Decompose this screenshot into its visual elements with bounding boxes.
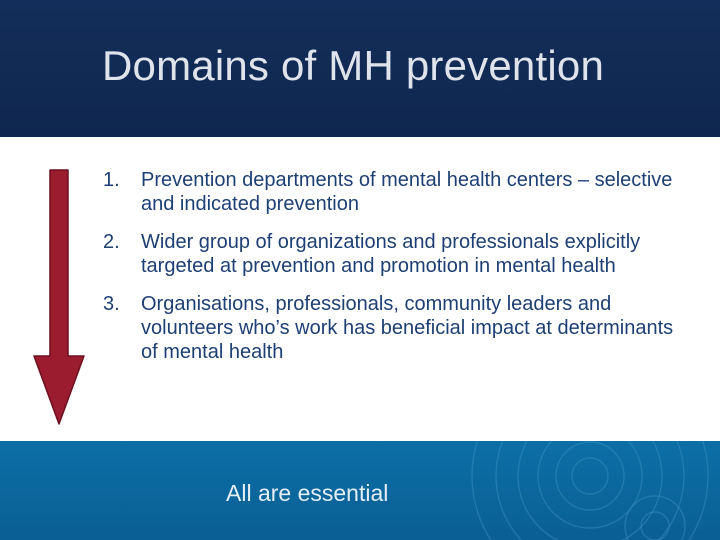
item-number: 1.	[103, 169, 120, 191]
item-text: Organisations, professionals, community leaders and volunteers who’s work has beneficial impact at determinants of mental health	[141, 293, 674, 363]
list-item	[103, 168, 683, 216]
list-item	[103, 230, 683, 278]
item-text: Prevention departments of mental health centers – selective and indicated prevention	[141, 169, 673, 215]
item-text: Wider group of organizations and professionals explicitly targeted at prevention and promotion in mental health	[141, 231, 641, 277]
slide-title: Domains of MH prevention	[102, 42, 605, 89]
points-list	[103, 168, 683, 364]
list-item	[103, 292, 683, 364]
footer-text: All are essential	[226, 480, 389, 506]
item-number: 3.	[103, 293, 120, 315]
item-number: 2.	[103, 231, 120, 253]
